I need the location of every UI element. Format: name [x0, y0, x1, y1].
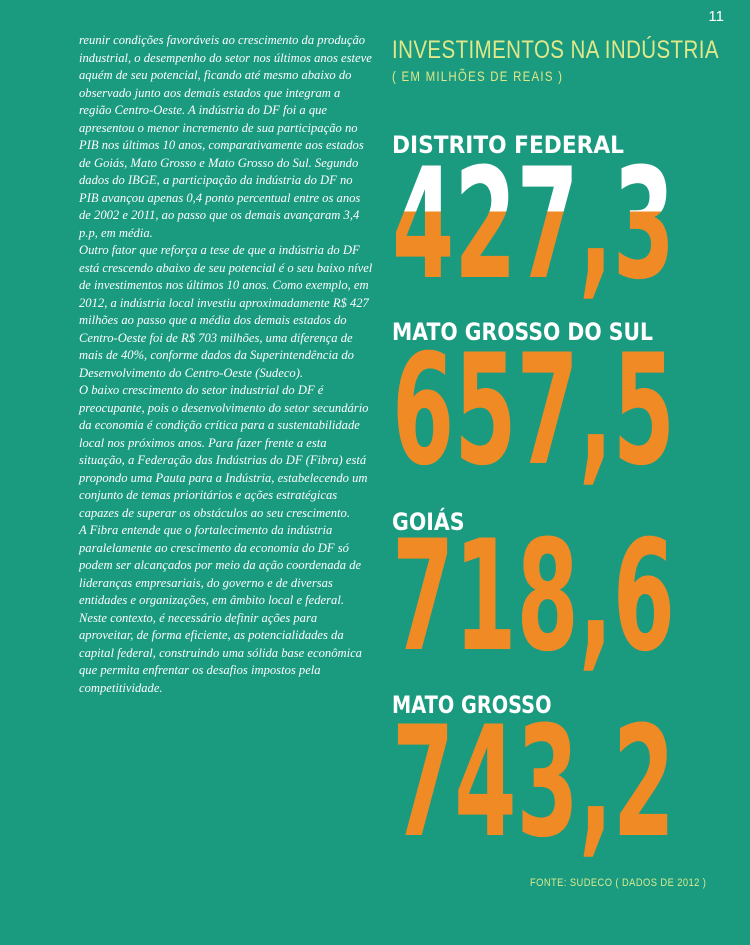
value-bar: 718,6 — [392, 508, 675, 686]
chart-source: FONTE: SUDECO ( DADOS DE 2012 ) — [530, 877, 707, 889]
category-label: GOIÁS — [392, 508, 477, 536]
category-label: MATO GROSSO — [392, 691, 552, 719]
paragraph: A Fibra entende que o fortalecimento da indústria paralelamente ao crescimento da economia do DF só podem ser alcançados por meio da ação coordenada de lideranças empresariais, do governo e de diversas entidades e organizações, em âmbito local e federal. Neste contexto, é necessário definir ações para aproveitar, de forma eficiente, as potencialidades da capital federal, construindo uma sólida base econômica que permita enfrentar os desafios impostos pela competitividade. — [79, 523, 362, 695]
chart-subtitle: ( EM MILHÕES DE REAIS ) — [392, 68, 564, 84]
paragraph: O baixo crescimento do setor industrial do DF é preocupante, pois o desenvolvimento do setor secundário da economia é condição crítica para a sustentabilidade local nos próximos anos. Para fazer frente a esta situação, a Federação das Indústrias do DF (Fibra) está propondo uma Pauta para a Indústria, estabelecendo um conjunto de temas prioritários e ações estratégicas capazes de superar os obstáculos ao seu crescimento. — [79, 383, 369, 520]
category-label: MATO GROSSO DO SUL — [392, 318, 653, 346]
value-bar: 743,2 — [392, 694, 675, 872]
paragraph: reunir condições favoráveis ao crescimento da produção industrial, o desempenho do setor nos últimos anos esteve aquém de seu potencial, ficando até mesmo abaixo do observado junto aos demais estados que integram a região Centro-Oeste. A indústria do DF foi a que apresentou o menor incremento de sua participação no PIB nos últimos 10 anos, comparativamente aos estados de Goiás, Mato Grosso e Mato Grosso do Sul. Segundo dados do IBGE, a participação da indústria do DF no PIB avançou apenas 0,4 ponto percentual entre os anos de 2002 e 2011, ao passo que os demais avançaram 3,4 p.p, em média. — [79, 33, 372, 240]
page-number: 11 — [708, 8, 724, 25]
value-bar: 657,5 — [392, 322, 675, 500]
paragraph: Outro fator que reforça a tese de que a indústria do DF está crescendo abaixo de seu potencial é o seu baixo nível de investimentos nos últimos 10 anos. Como exemplo, em 2012, a indústria local investiu aproximadamente R$ 427 milhões ao passo que a média dos demais estados do Centro-Oeste foi de R$ 703 milhões, uma diferença de mais de 40%, conforme dados da Superintendência do Desenvolvimento do Centro-Oeste (Sudeco). — [79, 243, 373, 380]
category-label: DISTRITO FEDERAL — [392, 131, 624, 159]
chart-title: INVESTIMENTOS NA INDÚSTRIA — [392, 36, 719, 64]
value-bar: 427,3 — [392, 136, 675, 314]
